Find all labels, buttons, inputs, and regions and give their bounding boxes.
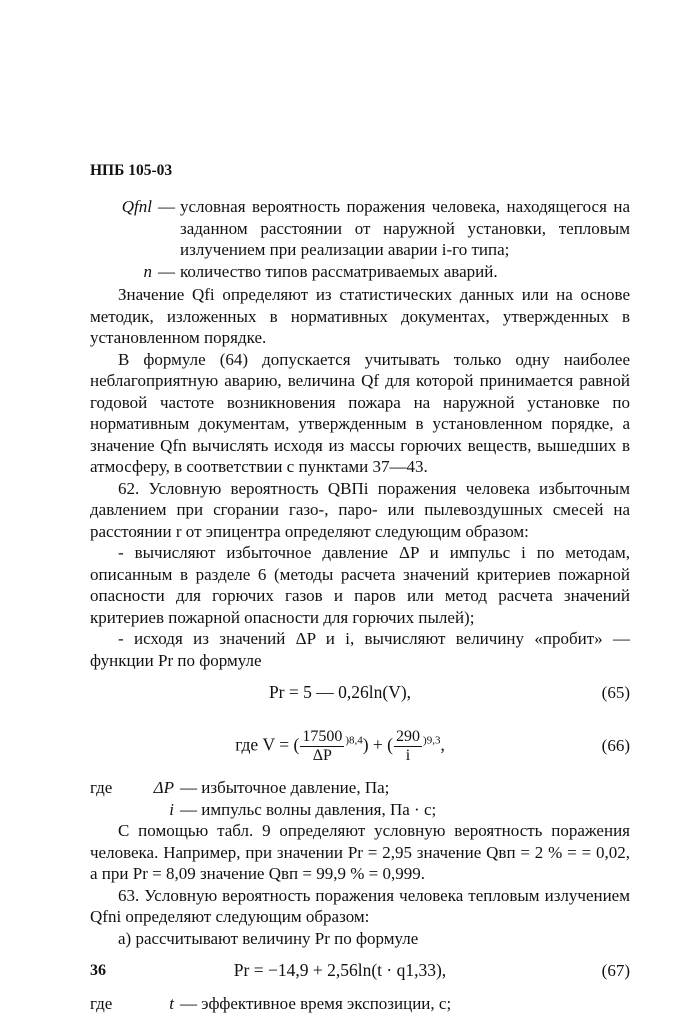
fraction (300, 728, 344, 765)
where-text: — избыточное давление, Па; (180, 778, 390, 797)
definition-row (90, 261, 630, 283)
exponent: )9,3 (423, 734, 441, 747)
definition-dash: — (158, 261, 175, 281)
paragraph: - вычисляют избыточное давление ΔP и импульс i по методам, описанным в разделе 6 (методы расчета значений критериев пожарной опасности для горючих газов и паров или метод расчета значений критериев пожарной опасности для горючих пылей); (90, 543, 630, 627)
where-symbol: ΔP (153, 778, 174, 797)
formula-65 (90, 671, 630, 715)
paragraph: а) рассчитывают величину Pr по формуле (118, 928, 419, 948)
formula-expression (90, 728, 590, 765)
where-text: — импульс волны давления, Па · с; (180, 799, 437, 819)
where-row (90, 777, 630, 799)
definition-symbol: Qfnl (121, 197, 152, 216)
definitions-block (90, 196, 630, 282)
formula-number: (67) (601, 961, 630, 981)
formula-mid: ) + ( (362, 734, 394, 755)
formula-end: , (440, 734, 445, 755)
fraction-denominator: ΔP (312, 746, 332, 764)
fraction (394, 728, 422, 765)
paragraph: С помощью табл. 9 определяют условную вероятность поражения человека. Например, при значении Pr = 2,95 значение Qвп = 2 % = = 0,02, а при Pr = 8,09 значение Qвп = 99,9 % = 0,999. (90, 821, 630, 883)
fraction-denominator: i (405, 746, 411, 764)
where-text: — эффективное время экспозиции, с; (180, 994, 452, 1013)
formula-number: (65) (601, 683, 630, 703)
where-label (90, 799, 134, 821)
paragraph: 62. Условную вероятность QВПi поражения человека избыточным давлением при сгорании газо-, паро- или пылевоздушных смесей на расстоянии r от эпицентра определяют следующим образом: (90, 478, 630, 541)
definition-dash: — (158, 197, 175, 216)
definition-symbol: n (143, 261, 152, 281)
where-label: где (90, 994, 113, 1013)
formula-expression: Pr = −14,9 + 2,56ln(t · q1,33), (233, 960, 447, 981)
formula-67 (90, 949, 630, 993)
fraction-numerator: 17500 (302, 727, 343, 745)
where-row (90, 993, 630, 1015)
exponent: )8,4 (345, 734, 363, 747)
definition-row (90, 196, 630, 261)
formula-prefix: где V = ( (235, 734, 300, 755)
formula-number: (66) (601, 736, 630, 756)
document-body (90, 284, 630, 1015)
where-label: где (90, 778, 113, 797)
definition-text: условная вероятность поражения человека, находящегося на заданном расстоянии от наружной установки, тепловым излучением при реализации аварии i-го типа; (180, 197, 630, 259)
paragraph: В формуле (64) допускается учитывать только одну наиболее неблагоприятную аварию, величина Qf для которой принимается равной годовой частоте возникновения пожара на наружной установке по нормативным документам, утвержденным в установленном порядке, а значение Qfn вычислять исходя из массы горючих веществ, вышедших в атмосферу, в соответствии с пунктами 37—43. (90, 349, 630, 476)
paragraph: - исходя из значений ΔP и i, вычисляют величину «пробит» — функции Pr по формуле (90, 629, 630, 670)
paragraph: Значение Qfi определяют из статистических данных или на основе методик, изложенных в нормативных документах, утвержденных в установленном порядке. (90, 285, 630, 347)
where-row (90, 799, 630, 821)
formula-expression: Pr = 5 — 0,26ln(V), (268, 682, 412, 703)
page-number: 36 (90, 962, 106, 979)
document-header: НПБ 105-03 (90, 162, 173, 179)
fraction-numerator: 290 (396, 727, 421, 745)
definition-text: количество типов рассматриваемых аварий. (180, 261, 498, 281)
formula-66 (90, 715, 630, 777)
document-page (90, 0, 630, 1032)
paragraph: 63. Условную вероятность поражения человека тепловым излучением Qfni определяют следующим образом: (90, 885, 630, 926)
where-symbol: i (169, 799, 174, 819)
where-symbol: t (169, 994, 174, 1013)
